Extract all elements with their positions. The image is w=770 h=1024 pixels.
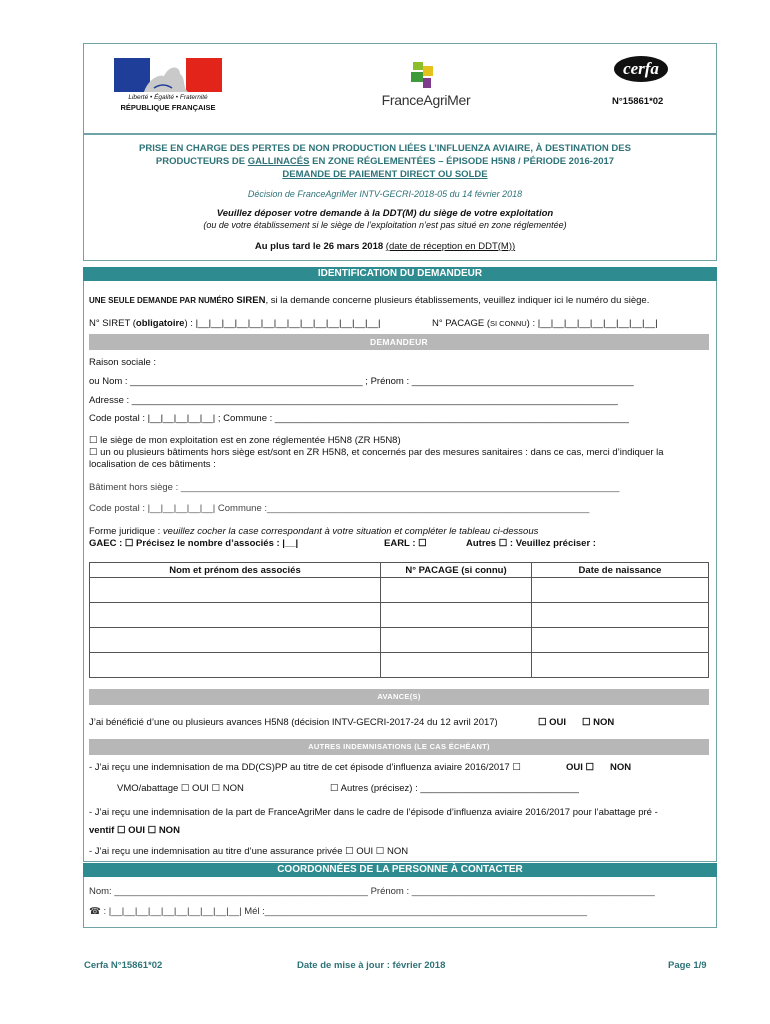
indem-preventif[interactable]: ventif ☐ OUI ☐ NON xyxy=(89,825,180,836)
title-line-2-gallinaces: GALLINACÉS xyxy=(247,156,310,167)
title-line-2-post: EN ZONE RÉGLEMENTÉES – ÉPISODE H5N8 / PÉRIODE 2016-2017 xyxy=(309,156,615,167)
forme-juridique xyxy=(89,526,538,537)
associates-table xyxy=(89,562,709,678)
pacage-si-connu: SI CONNU xyxy=(490,319,527,328)
cerfa-logo: cerfa xyxy=(614,56,668,82)
table-row xyxy=(90,628,709,653)
pacage-boxes[interactable]: |__|__|__|__|__|__|__|__|__| xyxy=(537,318,658,329)
deposit-subnote: (ou de votre établissement si le siège de l’exploitation n’est pas situé en zone réglementée) xyxy=(203,220,567,230)
footer-cerfa: Cerfa N°15861*02 xyxy=(84,960,163,971)
table-cell[interactable] xyxy=(90,603,381,628)
siren-note-prefix: UNE SEULE DEMANDE PAR NUMÉRO xyxy=(89,296,234,305)
contact-box xyxy=(83,877,717,928)
table-cell[interactable] xyxy=(532,653,709,678)
table-row xyxy=(90,603,709,628)
col-nom-prenom: Nom et prénom des associés xyxy=(90,563,381,578)
indem-ddcspp-oui[interactable]: OUI ☐ xyxy=(566,762,595,773)
title-line-1: PRISE EN CHARGE DES PERTES DE NON PRODUCTION LIÉES L’INFLUENZA AVIAIRE, À DESTINATION DES xyxy=(139,143,631,154)
forme-juridique-label: Forme juridique : xyxy=(89,526,163,537)
table-cell[interactable] xyxy=(532,578,709,603)
col-date-naissance: Date de naissance xyxy=(532,563,709,578)
avances-oui[interactable]: ☐ OUI xyxy=(538,717,567,728)
table-cell[interactable] xyxy=(532,603,709,628)
table-cell[interactable] xyxy=(90,578,381,603)
contact-tel-mel[interactable]: ☎ : |__|__|__|__|__|__|__|__|__|__| Mél :_____________________________________________________________ xyxy=(89,906,588,917)
table-row xyxy=(90,578,709,603)
avances-text: J’ai bénéficié d’une ou plusieurs avances H5N8 (décision INTV-GECRI-2017-24 du 12 avril 2017) xyxy=(89,717,498,728)
batiment-hors-siege-field[interactable]: Bâtiment hors siège : ___________________________________________________________________________________ xyxy=(89,482,620,493)
indem-autres[interactable]: ☐ Autres (précisez) : ______________________________ xyxy=(330,783,579,794)
indem-ddcspp-non[interactable]: NON xyxy=(610,762,632,773)
siret-boxes[interactable]: |__|__|__|__|__|__|__|__|__|__|__|__|__|__| xyxy=(195,318,381,329)
table-cell[interactable] xyxy=(381,578,532,603)
table-cell[interactable] xyxy=(90,628,381,653)
code-postal-field[interactable]: Code postal : |__|__|__|__|__| ; Commune : ___________________________________________________________________ xyxy=(89,413,629,424)
title-line-3: DEMANDE DE PAIEMENT DIRECT OU SOLDE xyxy=(282,169,488,180)
cerfa-number: N°15861*02 xyxy=(612,96,664,107)
table-cell[interactable] xyxy=(381,653,532,678)
code-postal-2-field[interactable]: Code postal : |__|__|__|__|__| Commune :_____________________________________________________________ xyxy=(89,503,590,514)
earl-option[interactable]: EARL : ☐ xyxy=(384,538,427,549)
contact-nom-prenom[interactable]: Nom: ________________________________________________ Prénom : ______________________________________________ xyxy=(89,886,655,897)
deadline-note: (date de réception en DDT(M)) xyxy=(385,241,516,252)
table-row xyxy=(90,653,709,678)
deadline xyxy=(0,241,770,252)
table-cell[interactable] xyxy=(90,653,381,678)
marianne-motto: Liberté • Égalité • Fraternité xyxy=(128,94,208,101)
marianne-republique: RÉPUBLIQUE FRANÇAISE xyxy=(120,103,216,112)
adresse-field[interactable]: Adresse : ____________________________________________________________________________________________ xyxy=(89,395,618,406)
footer-date: Date de mise à jour : février 2018 xyxy=(297,960,446,971)
siret-label: N° SIRET ( xyxy=(89,318,136,329)
table-cell[interactable] xyxy=(381,603,532,628)
avances-non[interactable]: ☐ NON xyxy=(582,717,615,728)
decision-ref: Décision de FranceAgriMer INTV-GECRI-2018-05 du 14 février 2018 xyxy=(247,189,523,199)
indem-assurance[interactable]: - J’ai reçu une indemnisation au titre d’une assurance privée ☐ OUI ☐ NON xyxy=(89,846,409,857)
indem-vmo[interactable]: VMO/abattage ☐ OUI ☐ NON xyxy=(117,783,244,794)
pacage-label-end: ) : xyxy=(526,318,536,329)
demandeur-heading: DEMANDEUR xyxy=(89,334,709,350)
table-cell[interactable] xyxy=(532,628,709,653)
raison-sociale-field[interactable]: Raison sociale : xyxy=(89,357,157,368)
siret-obligatoire: obligatoire xyxy=(135,318,185,329)
siret-label-end: ) : xyxy=(184,318,193,329)
forme-juridique-hint: veuillez cocher la case correspondant à votre situation et compléter le tableau ci-dessous xyxy=(162,526,539,537)
pacage-field[interactable] xyxy=(432,318,658,329)
title-line-2 xyxy=(0,156,770,167)
table-cell[interactable] xyxy=(381,628,532,653)
batiment-zr-note: localisation de ces bâtiments : xyxy=(89,459,216,470)
pacage-label: N° PACAGE ( xyxy=(432,318,490,329)
marianne-logo xyxy=(114,58,222,92)
col-pacage: N° PACAGE (si connu) xyxy=(381,563,532,578)
indem-ddcspp[interactable]: - J’ai reçu une indemnisation de ma DD(CS)PP au titre de cet épisode d’influenza aviaire 2016/2017 ☐ xyxy=(89,762,521,773)
deadline-date: Au plus tard le 26 mars 2018 xyxy=(254,241,384,252)
contact-heading: COORDONNÉES DE LA PERSONNE À CONTACTER xyxy=(83,863,717,877)
autres-indemnisations-heading: AUTRES INDEMNISATIONS (LE CAS ÉCHÉANT) xyxy=(89,739,709,755)
batiment-zr-checkbox[interactable]: ☐ un ou plusieurs bâtiments hors siège est/sont en ZR H5N8, et concernés par des mesures sanitaires : dans ce cas, merci d’indiquer la xyxy=(89,447,664,458)
autres-option[interactable]: Autres ☐ : Veuillez préciser : xyxy=(466,538,596,549)
identification-heading: IDENTIFICATION DU DEMANDEUR xyxy=(83,267,717,281)
siret-field[interactable] xyxy=(89,318,381,329)
associates-table-header xyxy=(90,563,709,578)
deposit-instruction: Veuillez déposer votre demande à la DDT(M) du siège de votre exploitation xyxy=(216,208,554,219)
footer-page: Page 1/9 xyxy=(668,960,707,971)
indem-franceagrimer[interactable]: - J’ai reçu une indemnisation de la part de FranceAgriMer dans le cadre de l’épisode d’influenza aviaire 2016/2017 pour l’abattage pré - xyxy=(89,807,658,818)
avances-heading: AVANCE(S) xyxy=(89,689,709,705)
siren-note xyxy=(89,295,649,306)
title-line-2-pre: PRODUCTEURS DE xyxy=(155,156,248,167)
franceagrimer-logo-icon xyxy=(411,62,435,90)
franceagrimer-wordmark: FranceAgriMer xyxy=(381,92,471,108)
siren-word: SIREN xyxy=(236,295,266,306)
nom-prenom-field[interactable]: ou Nom : ____________________________________________ ; Prénom : __________________________________________ xyxy=(89,376,634,387)
siege-zr-checkbox[interactable]: ☐ le siège de mon exploitation est en zone réglementée H5N8 (ZR H5N8) xyxy=(89,435,401,446)
gaec-option[interactable]: GAEC : ☐ Précisez le nombre d’associés : |__| xyxy=(89,538,299,549)
siren-note-suffix: , si la demande concerne plusieurs établissements, veuillez indiquer ici le numéro du siège. xyxy=(265,295,650,306)
